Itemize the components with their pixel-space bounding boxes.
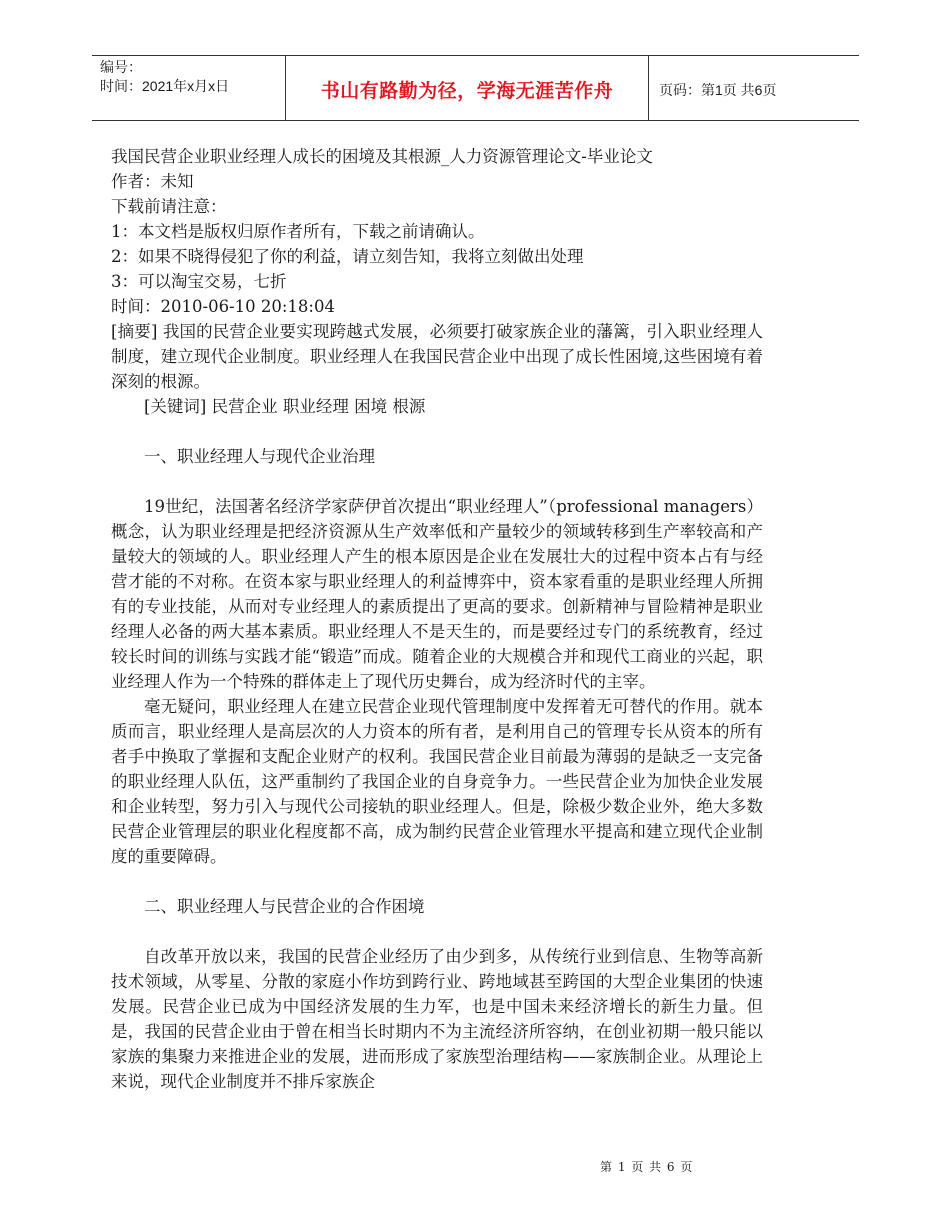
body-paragraph: 毫无疑问，职业经理人在建立民营企业现代管理制度中发挥着无可替代的作用。就本质而言，职业经理人是高层次的人力资本的所有者，是利用自己的管理专长从资本的所有者手中换取了掌握和支配企业财产的权利。我国民营企业目前最为薄弱的是缺乏一支完备的职业经理人队伍，这严重制约了我国企业的自身竞争力。一些民营企业为加快企业发展和企业转型，努力引入与现代公司接轨的职业经理人。但是，除极少数企业外，绝大多数民营企业管理层的职业化程度都不高，成为制约民营企业管理水平提高和建立现代企业制度的重要障碍。 [111, 697, 763, 866]
page-header [92, 55, 859, 121]
notice-item: 1：本文档是版权归原作者所有，下载之前请确认。 [111, 222, 485, 241]
body-paragraph: 自改革开放以来，我国的民营企业经历了由少到多，从传统行业到信息、生物等高新技术领域，从零星、分散的家庭小作坊到跨行业、跨地域甚至跨国的大型企业集团的快速发展。民营企业已成为中国经济发展的生力军，也是中国未来经济增长的新生力量。但是，我国的民营企业由于曾在相当长时期内不为主流经济所容纳，在创业初期一般只能以家族的集聚力来推进企业的发展，进而形成了家族型治理结构——家族制企业。从理论上来说，现代企业制度并不排斥家族企 [111, 947, 763, 1091]
article-abstract: [摘要] 我国的民营企业要实现跨越式发展，必须要打破家族企业的藩篱，引入职业经理人制度，建立现代企业制度。职业经理人在我国民营企业中出现了成长性困境,这些困境有着深刻的根源。 [111, 322, 763, 391]
body-paragraph: 19世纪，法国著名经济学家萨伊首次提出“职业经理人”（professional managers）概念，认为职业经理是把经济资源从生产效率低和产量较少的领域转移到生产率较高和产量较大的领域的人。职业经理人产生的根本原因是企业在发展壮大的过程中资本占有与经营才能的不对称。在资本家与职业经理人的利益博弈中，资本家看重的是职业经理人所拥有的专业技能，从而对专业经理人的素质提出了更高的要求。创新精神与冒险精神是职业经理人必备的两大基本素质。职业经理人不是天生的，而是要经过专门的系统教育，经过较长时间的训练与实践才能“锻造”而成。随着企业的大规模合并和现代工商业的兴起，职业经理人作为一个特殊的群体走上了现代历史舞台，成为经济时代的主宰。 [111, 497, 763, 691]
header-number-label: 编号： [100, 59, 142, 75]
notice-title: 下载前请注意： [111, 197, 227, 216]
section-heading: 二、职业经理人与民营企业的合作困境 [144, 897, 425, 916]
article-keywords: [关键词] 民营企业 职业经理 困境 根源 [144, 397, 426, 416]
page-footer: 第 1 页 共 6 页 [600, 1160, 694, 1174]
article-timestamp: 时间：2010-06-10 20:18:04 [111, 297, 335, 316]
header-motto: 书山有路勤为径，学海无涯苦作舟 [320, 80, 614, 102]
notice-item: 3：可以淘宝交易，七折 [111, 272, 287, 291]
header-page-info: 页码：第1页 共6页 [659, 82, 777, 98]
article-title: 我国民营企业职业经理人成长的困境及其根源_人力资源管理论文-毕业论文 [111, 147, 653, 166]
document-body [111, 144, 763, 1094]
section-heading: 一、职业经理人与现代企业治理 [144, 447, 375, 466]
article-author: 作者：未知 [111, 172, 194, 191]
header-divider [648, 56, 649, 120]
header-time-label: 时间：2021年x月x日 [100, 78, 230, 94]
header-meta [100, 58, 229, 96]
notice-item: 2：如果不晓得侵犯了你的利益，请立刻告知，我将立刻做出处理 [111, 247, 584, 266]
